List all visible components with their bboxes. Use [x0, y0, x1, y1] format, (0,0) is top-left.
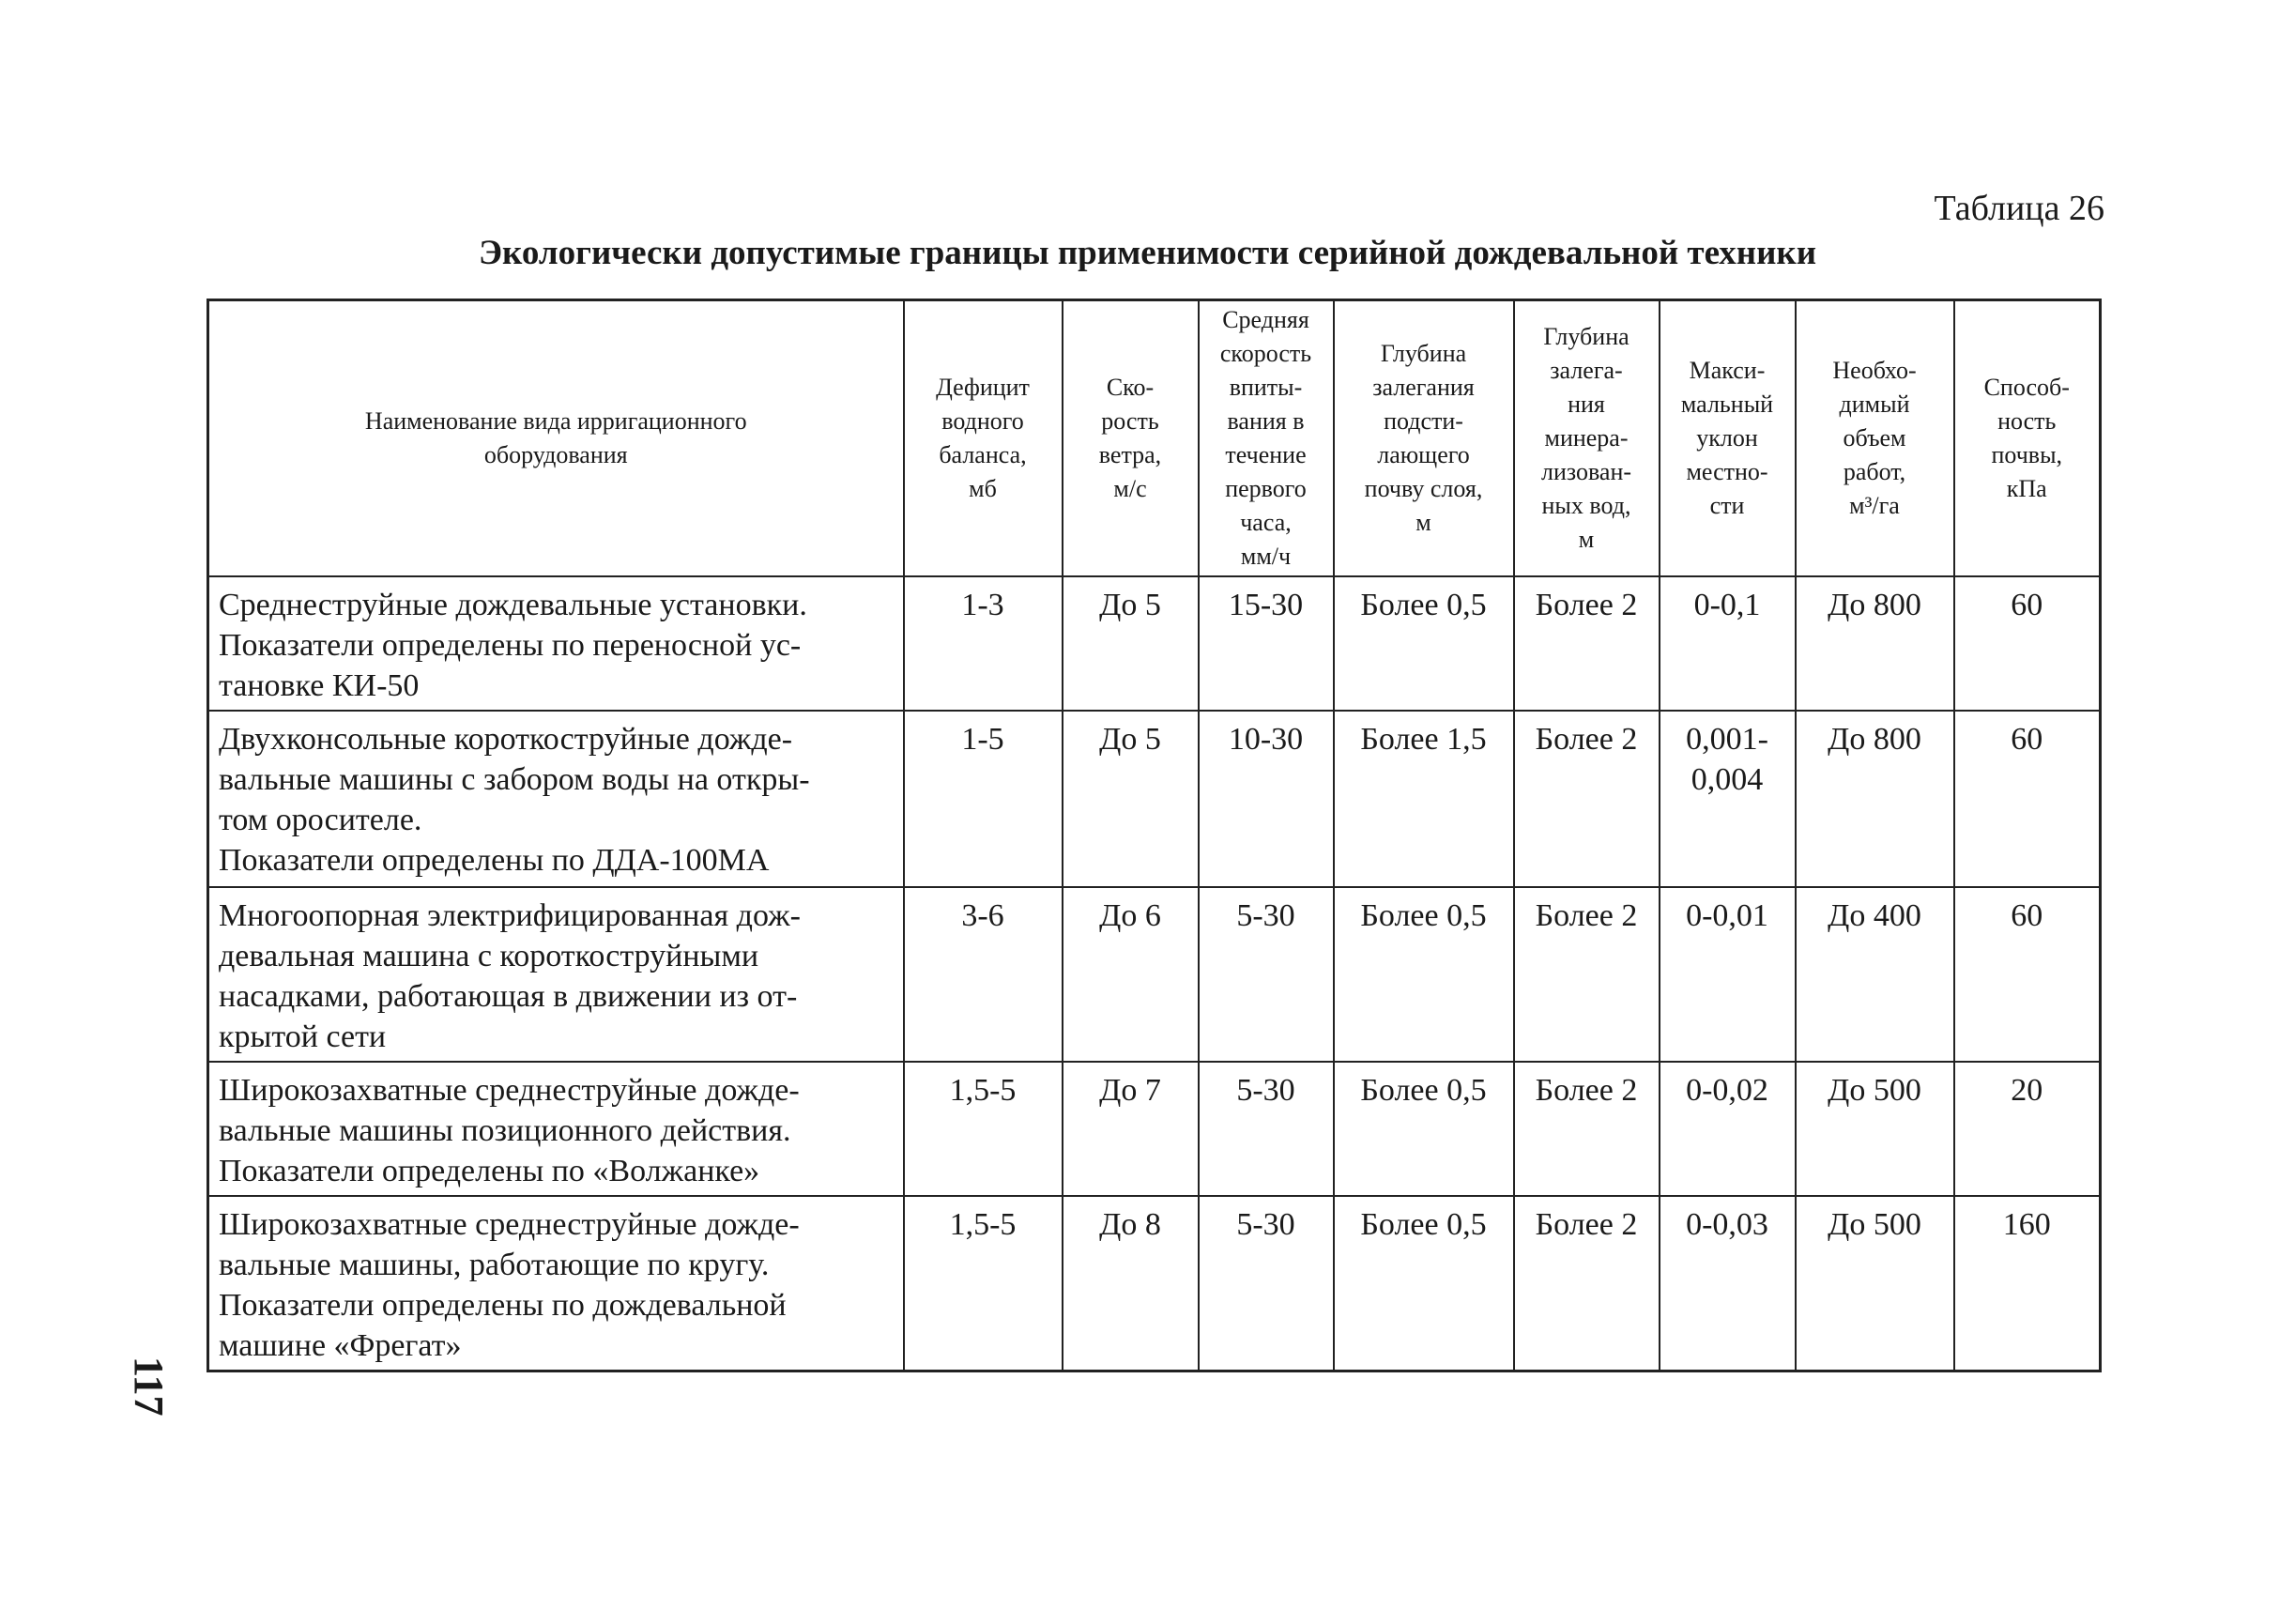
equipment-name-line: Двухконсольные короткоструйные дожде- [219, 722, 793, 757]
layer-depth-cell: Более 1,5 [1334, 711, 1514, 887]
equipment-name-cell [208, 1062, 904, 1196]
equipment-name-line: девальная машина с короткоструйными [219, 939, 759, 973]
max-slope-cell: 0,001- 0,004 [1660, 711, 1796, 887]
mineral-water-depth-cell: Более 2 [1514, 887, 1660, 1062]
work-volume-cell: До 400 [1796, 887, 1954, 1062]
header-line: подсти- [1384, 407, 1463, 435]
page-number: 117 [126, 1356, 172, 1417]
water-deficit-cell: 1-5 [904, 711, 1063, 887]
max-slope-cell: 0-0,01 [1660, 887, 1796, 1062]
table-row [208, 576, 2101, 711]
header-line: ность [1997, 407, 2057, 435]
wind-speed-cell: До 6 [1063, 887, 1199, 1062]
layer-depth-cell: Более 0,5 [1334, 1196, 1514, 1371]
equipment-name-line: Многоопорная электрифицированная дож- [219, 898, 801, 933]
mineral-water-depth-cell: Более 2 [1514, 711, 1660, 887]
header-wind-speed [1063, 300, 1199, 577]
header-line: вания в [1227, 407, 1305, 435]
table-row [208, 1062, 2101, 1196]
header-water-deficit [904, 300, 1063, 577]
header-line: лающего [1377, 441, 1470, 468]
layer-depth-cell: Более 0,5 [1334, 576, 1514, 711]
equipment-name-line: Широкозахватные среднеструйные дожде- [219, 1073, 800, 1108]
water-deficit-cell: 1,5-5 [904, 1196, 1063, 1371]
layer-depth-cell: Более 0,5 [1334, 1062, 1514, 1196]
max-slope-cell: 0-0,03 [1660, 1196, 1796, 1371]
header-line: минера- [1544, 424, 1629, 452]
header-line: м³/га [1849, 492, 1900, 519]
header-line: Дефицит [936, 374, 1030, 401]
table-row [208, 887, 2101, 1062]
equipment-table [207, 299, 2102, 1372]
header-work-volume [1796, 300, 1954, 577]
equipment-name-cell [208, 1196, 904, 1371]
header-line: баланса, [939, 441, 1027, 468]
work-volume-cell: До 500 [1796, 1062, 1954, 1196]
header-line: скорость [1219, 340, 1312, 367]
absorption-rate-cell: 5-30 [1199, 1062, 1334, 1196]
equipment-name-line: насадками, работающая в движении из от- [219, 979, 798, 1014]
equipment-name-cell [208, 711, 904, 887]
soil-capacity-cell: 60 [1954, 711, 2101, 887]
work-volume-cell: До 500 [1796, 1196, 1954, 1371]
header-line: залега- [1550, 357, 1623, 384]
work-volume-cell: До 800 [1796, 576, 1954, 711]
equipment-name-line: Широкозахватные среднеструйные дожде- [219, 1207, 800, 1242]
header-line: димый [1839, 391, 1910, 418]
water-deficit-cell: 1-3 [904, 576, 1063, 711]
equipment-name-line: Среднеструйные дождевальные установки. [219, 588, 807, 622]
header-layer-depth [1334, 300, 1514, 577]
header-mineral-water-depth [1514, 300, 1660, 577]
header-line: Необхо- [1832, 357, 1917, 384]
header-line: кПа [2006, 475, 2047, 502]
header-line: Средняя [1222, 306, 1309, 333]
equipment-name-line: вальные машины с забором воды на откры- [219, 762, 810, 797]
equipment-name-line: машине «Фрегат» [219, 1328, 462, 1363]
header-line: мб [969, 475, 997, 502]
soil-capacity-cell: 160 [1954, 1196, 2101, 1371]
header-line: ветра, [1098, 441, 1162, 468]
equipment-name-line: тановке КИ-50 [219, 668, 420, 703]
header-line: Макси- [1689, 357, 1766, 384]
max-slope-cell: 0-0,1 [1660, 576, 1796, 711]
wind-speed-cell: До 8 [1063, 1196, 1199, 1371]
header-line: ных вод, [1541, 492, 1631, 519]
header-line: работ, [1843, 458, 1906, 485]
header-line: м [1578, 526, 1595, 553]
header-line: объем [1843, 424, 1906, 452]
water-deficit-cell: 1,5-5 [904, 1062, 1063, 1196]
max-slope-cell: 0-0,02 [1660, 1062, 1796, 1196]
soil-capacity-cell: 60 [1954, 887, 2101, 1062]
header-line: Способ- [1983, 374, 2070, 401]
mineral-water-depth-cell: Более 2 [1514, 1062, 1660, 1196]
equipment-name-cell [208, 887, 904, 1062]
header-line: часа, [1240, 509, 1292, 536]
wind-speed-cell: До 5 [1063, 711, 1199, 887]
table-row [208, 1196, 2101, 1371]
absorption-rate-cell: 15-30 [1199, 576, 1334, 711]
equipment-name-line: Показатели определены по ДДА-100МА [219, 843, 770, 878]
equipment-name-line: Показатели определены по «Волжанке» [219, 1154, 760, 1188]
header-line: мм/ч [1240, 543, 1292, 570]
mineral-water-depth-cell: Более 2 [1514, 576, 1660, 711]
absorption-rate-cell: 10-30 [1199, 711, 1334, 887]
wind-speed-cell: До 5 [1063, 576, 1199, 711]
header-line: водного [941, 407, 1024, 435]
table-row [208, 711, 2101, 887]
absorption-rate-cell: 5-30 [1199, 887, 1334, 1062]
water-deficit-cell: 3-6 [904, 887, 1063, 1062]
header-line: ния [1568, 391, 1605, 418]
header-line: м/с [1113, 475, 1147, 502]
header-line: оборудования [483, 441, 628, 468]
header-line: почвы, [1991, 441, 2063, 468]
equipment-name-cell [208, 576, 904, 711]
header-line: первого [1225, 475, 1307, 502]
header-equipment-name [208, 300, 904, 577]
header-line: залегания [1372, 374, 1475, 401]
header-line: Наименование вида ирригационного [364, 407, 747, 435]
header-soil-capacity [1954, 300, 2101, 577]
header-line: м [1415, 509, 1431, 536]
equipment-name-line: Показатели определены по переносной ус- [219, 628, 802, 663]
equipment-name-line: вальные машины позиционного действия. [219, 1113, 791, 1148]
header-line: Ско- [1106, 374, 1155, 401]
equipment-name-line: Показатели определены по дождевальной [219, 1288, 787, 1323]
header-line: мальный [1680, 391, 1774, 418]
mineral-water-depth-cell: Более 2 [1514, 1196, 1660, 1371]
work-volume-cell: До 800 [1796, 711, 1954, 887]
header-absorption-rate [1199, 300, 1334, 577]
header-line: течение [1225, 441, 1307, 468]
header-line: сти [1709, 492, 1745, 519]
header-line: впиты- [1229, 374, 1303, 401]
equipment-name-line: крытой сети [219, 1019, 387, 1054]
equipment-name-line: том оросителе. [219, 803, 422, 837]
header-line: рость [1101, 407, 1159, 435]
header-line: Глубина [1380, 340, 1467, 367]
header-line: почву слоя, [1364, 475, 1483, 502]
soil-capacity-cell: 20 [1954, 1062, 2101, 1196]
table-title: Экологически допустимые границы применимости серийной дождевальной техники [478, 234, 1817, 272]
wind-speed-cell: До 7 [1063, 1062, 1199, 1196]
soil-capacity-cell: 60 [1954, 576, 2101, 711]
header-line: уклон [1696, 424, 1758, 452]
absorption-rate-cell: 5-30 [1199, 1196, 1334, 1371]
header-max-slope [1660, 300, 1796, 577]
header-line: Глубина [1543, 323, 1629, 350]
header-line: лизован- [1540, 458, 1632, 485]
header-row [208, 300, 2101, 577]
header-line: местно- [1686, 458, 1768, 485]
layer-depth-cell: Более 0,5 [1334, 887, 1514, 1062]
table-body [208, 576, 2101, 1371]
equipment-name-line: вальные машины, работающие по кругу. [219, 1248, 770, 1282]
table-number: Таблица 26 [1934, 189, 2104, 228]
